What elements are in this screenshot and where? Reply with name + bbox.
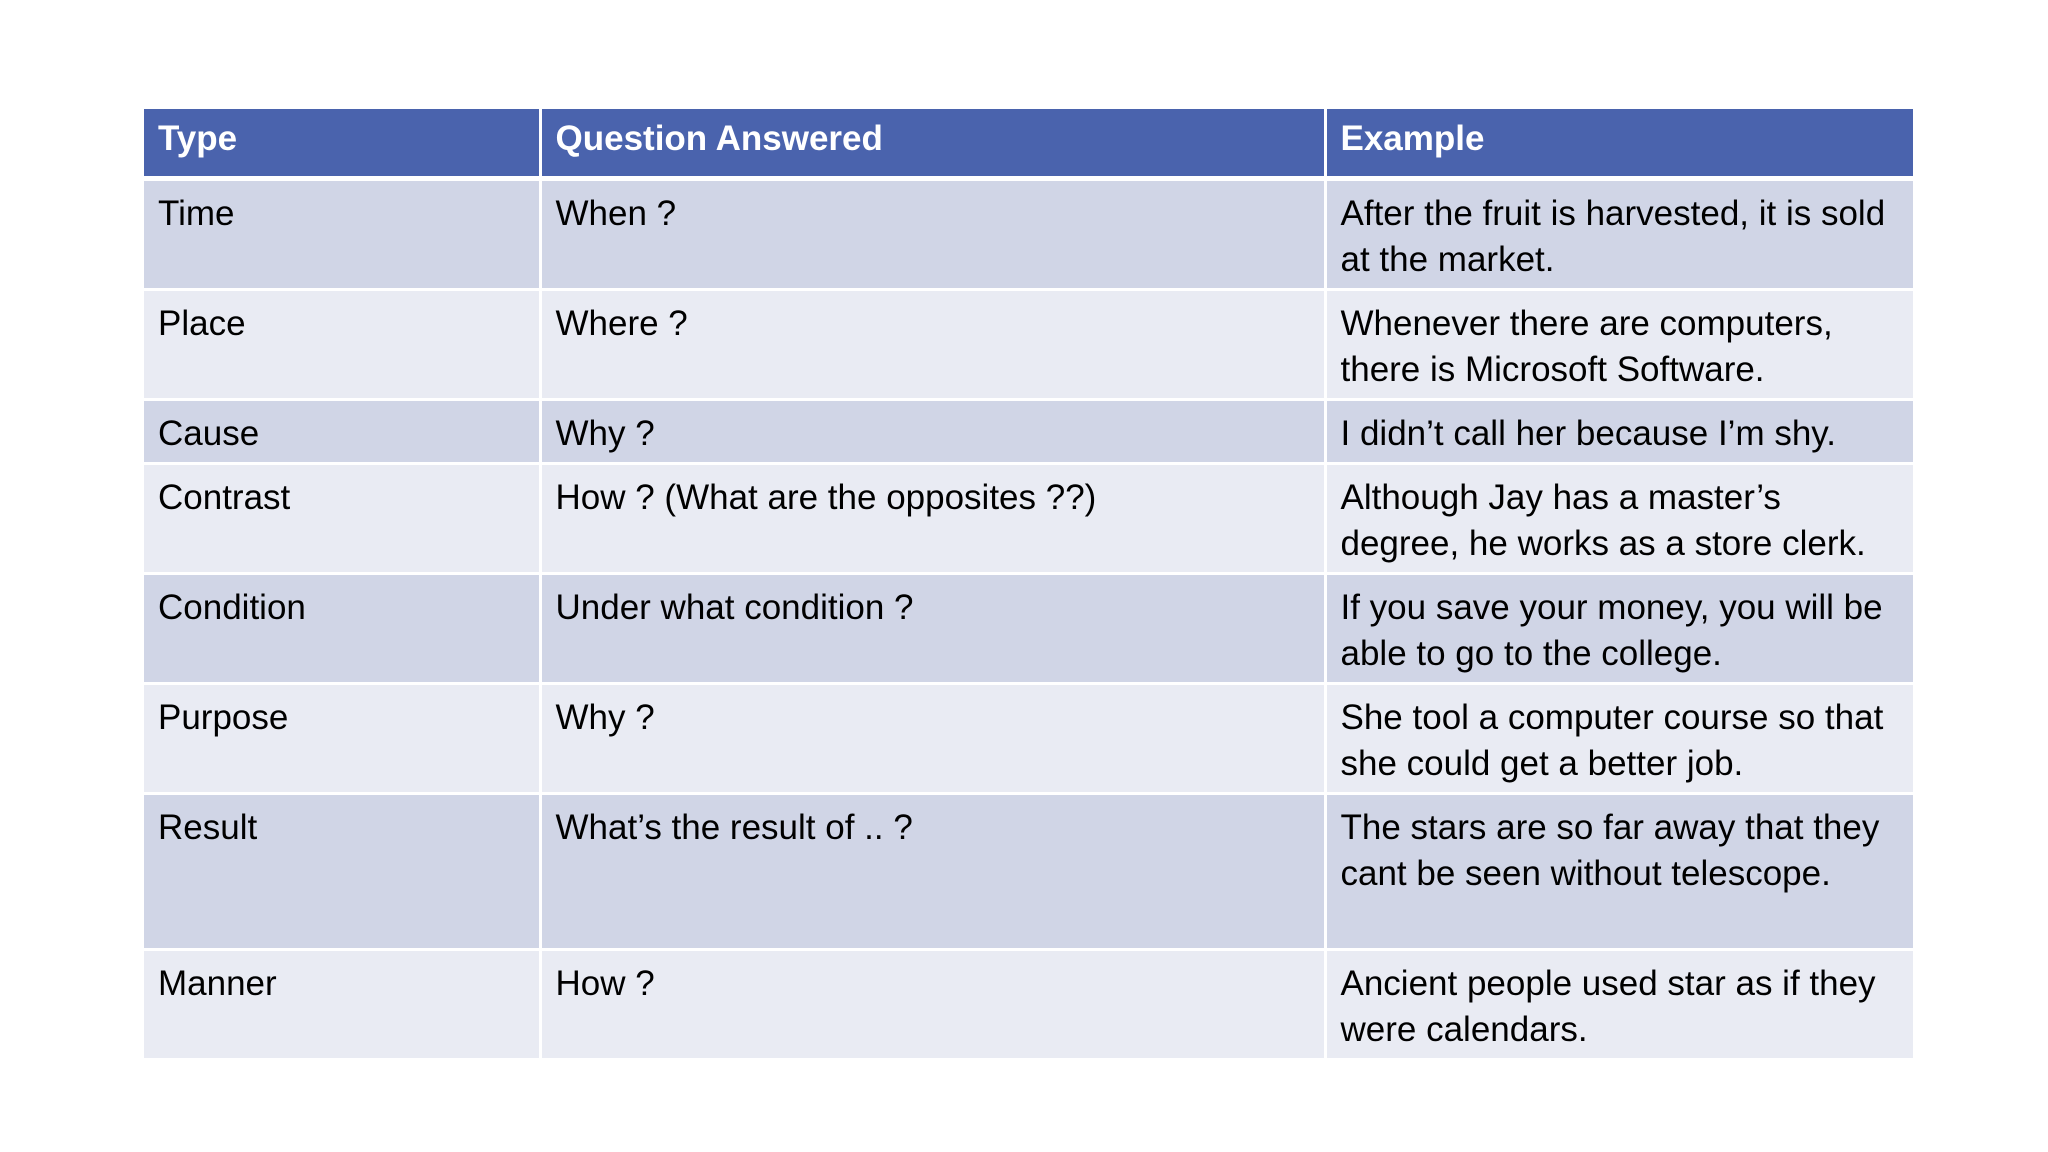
cell-type: Cause (144, 400, 540, 464)
cell-type: Manner (144, 950, 540, 1060)
cell-question: Under what condition ? (540, 574, 1325, 684)
cell-example: The stars are so far away that they cant be seen without telescope. (1325, 794, 1913, 950)
table-body (144, 179, 1913, 1060)
table-row (144, 794, 1913, 950)
table-row (144, 684, 1913, 794)
cell-question: Where ? (540, 290, 1325, 400)
cell-example: Although Jay has a master’s degree, he works as a store clerk. (1325, 464, 1913, 574)
table-row (144, 400, 1913, 464)
header-type: Type (144, 109, 540, 179)
cell-example: Ancient people used star as if they were calendars. (1325, 950, 1913, 1060)
cell-question: How ? (540, 950, 1325, 1060)
cell-example: Whenever there are computers, there is Microsoft Software. (1325, 290, 1913, 400)
table-row (144, 574, 1913, 684)
header-question-answered: Question Answered (540, 109, 1325, 179)
cell-question: When ? (540, 179, 1325, 290)
cell-type: Time (144, 179, 540, 290)
cell-type: Contrast (144, 464, 540, 574)
header-row (144, 109, 1913, 179)
cell-type: Condition (144, 574, 540, 684)
cell-type: Result (144, 794, 540, 950)
cell-example: She tool a computer course so that she could get a better job. (1325, 684, 1913, 794)
cell-type: Place (144, 290, 540, 400)
adverb-clause-table (144, 109, 1913, 1061)
cell-type: Purpose (144, 684, 540, 794)
cell-example: I didn’t call her because I’m shy. (1325, 400, 1913, 464)
cell-question: Why ? (540, 400, 1325, 464)
cell-question: What’s the result of .. ? (540, 794, 1325, 950)
cell-question: Why ? (540, 684, 1325, 794)
cell-example: If you save your money, you will be able to go to the college. (1325, 574, 1913, 684)
table-header (144, 109, 1913, 179)
table-row (144, 179, 1913, 290)
table-row (144, 290, 1913, 400)
table-row (144, 464, 1913, 574)
cell-question: How ? (What are the opposites ??) (540, 464, 1325, 574)
header-example: Example (1325, 109, 1913, 179)
table-row (144, 950, 1913, 1060)
cell-example: After the fruit is harvested, it is sold at the market. (1325, 179, 1913, 290)
